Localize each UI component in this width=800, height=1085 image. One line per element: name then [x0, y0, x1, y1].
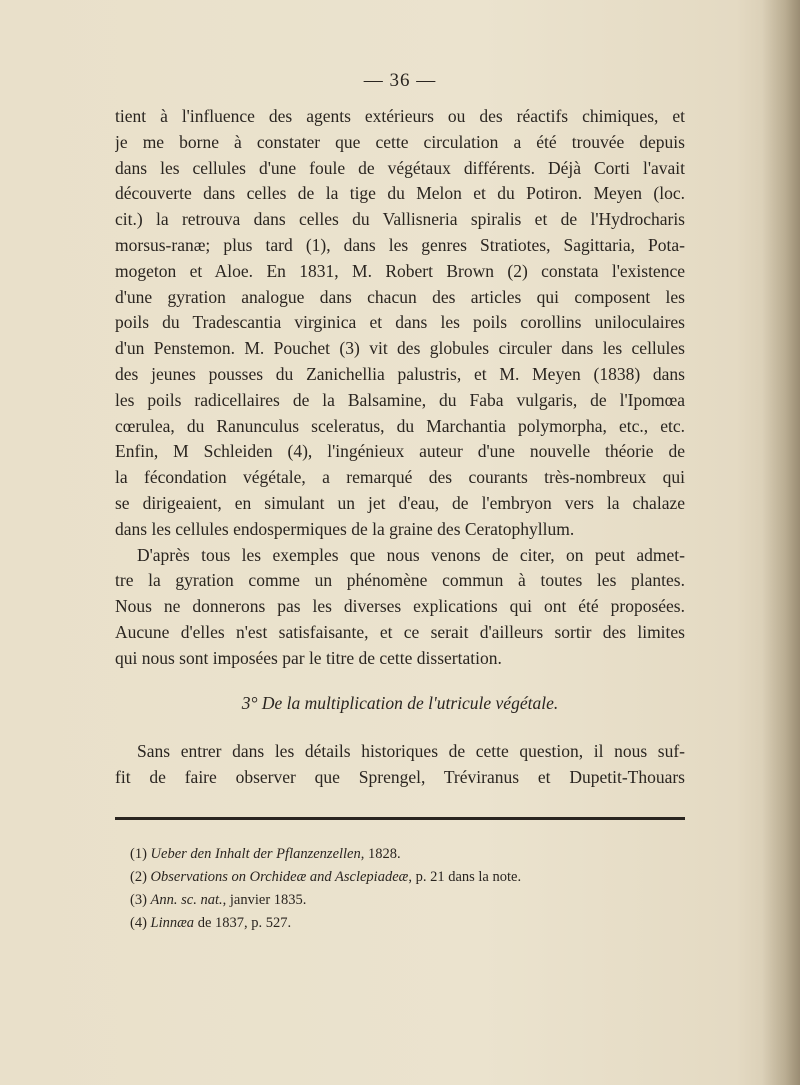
text-line: Enfin, M Schleiden (4), l'ingénieux auteur d'une nouvelle théorie de	[115, 441, 685, 462]
page-number: — 36 —	[363, 70, 437, 91]
footnote-mark: (2)	[130, 869, 147, 885]
footnote-item	[130, 889, 650, 912]
text-line: se dirigeaient, en simulant un jet d'eau, de l'embryon vers la chalaze	[115, 492, 685, 513]
footnote-item	[130, 866, 650, 889]
text-line: cœrulea, du Ranunculus sceleratus, du Marchantia polymorpha, etc., etc.	[115, 415, 685, 436]
text-line: dans les cellules endospermiques de la graine des Ceratophyllum.	[115, 518, 575, 539]
text-line: dans les cellules d'une foule de végétaux différents. Déjà Corti l'avait	[115, 157, 685, 178]
text-line: tient à l'influence des agents extérieurs ou des réactifs chimiques, et	[115, 106, 685, 126]
footnote-title: Ann. sc. nat.	[150, 892, 223, 908]
footnote-rest: , 1828.	[360, 846, 401, 862]
footnote-title: Observations on Orchideæ and Asclepiadeæ	[150, 869, 409, 885]
footnote-rest: , p. 21 dans la note.	[408, 869, 522, 885]
text-line: tre la gyration comme un phénomène commun à toutes les plantes.	[115, 570, 685, 591]
text-line: cit.) la retrouva dans celles du Vallisneria spiralis et de l'Hydrocharis	[115, 209, 685, 230]
text-line: Nous ne donnerons pas les diverses explications qui ont été proposées.	[115, 596, 685, 617]
text-line: découverte dans celles de la tige du Melon et du Potiron. Meyen (loc.	[115, 183, 685, 204]
paragraph-1	[115, 104, 685, 672]
footnote-item	[130, 912, 650, 935]
footnote-item	[130, 843, 650, 866]
footnote-mark: (4)	[130, 915, 147, 931]
footnote-mark: (1)	[130, 846, 147, 862]
footnotes	[130, 843, 650, 935]
text-line: morsus-ranæ; plus tard (1), dans les genres Stratiotes, Sagittaria, Pota-	[115, 234, 685, 255]
footnote-rest: de 1837, p. 527.	[194, 915, 292, 931]
text-line: Sans entrer dans les détails historiques de cette question, il nous suf-	[137, 741, 685, 761]
text-line: poils du Tradescantia virginica et dans les poils corollins uniloculaires	[115, 312, 685, 333]
footnote-title: Ueber den Inhalt der Pflanzenzellen	[150, 846, 361, 862]
footnote-mark: (3)	[130, 892, 147, 908]
text-line: je me borne à constater que cette circulation a été trouvée depuis	[115, 131, 685, 152]
text-line: d'un Penstemon. M. Pouchet (3) vit des globules circuler dans les cellules	[115, 338, 685, 359]
page-gutter-shadow	[762, 0, 800, 1085]
text-line: les poils radicellaires de la Balsamine, du Faba vulgaris, de l'Ipomœa	[115, 389, 685, 410]
footnote-title: Linnæa	[150, 915, 195, 931]
footnote-divider	[115, 817, 685, 820]
text-line: fit de faire observer que Sprengel, Tréviranus et Dupetit-Thouars	[115, 766, 685, 787]
text-line: des jeunes pousses du Zanichellia palustris, et M. Meyen (1838) dans	[115, 363, 685, 384]
text-line: mogeton et Aloe. En 1831, M. Robert Brown (2) constata l'existence	[115, 260, 685, 281]
text-line: Aucune d'elles n'est satisfaisante, et ce serait d'ailleurs sortir des limites	[115, 621, 685, 642]
text-line: d'une gyration analogue dans chacun des articles qui composent les	[115, 286, 685, 307]
text-line: qui nous sont imposées par le titre de cette dissertation.	[115, 647, 502, 668]
paragraph-3	[115, 739, 685, 791]
text-line: la fécondation végétale, a remarqué des courants très-nombreux qui	[115, 467, 685, 488]
footnote-rest: , janvier 1835.	[222, 892, 307, 908]
text-line: D'après tous les exemples que nous venons de citer, on peut admet-	[137, 544, 685, 565]
section-heading: 3° De la multiplication de l'utricule végétale.	[241, 693, 559, 713]
